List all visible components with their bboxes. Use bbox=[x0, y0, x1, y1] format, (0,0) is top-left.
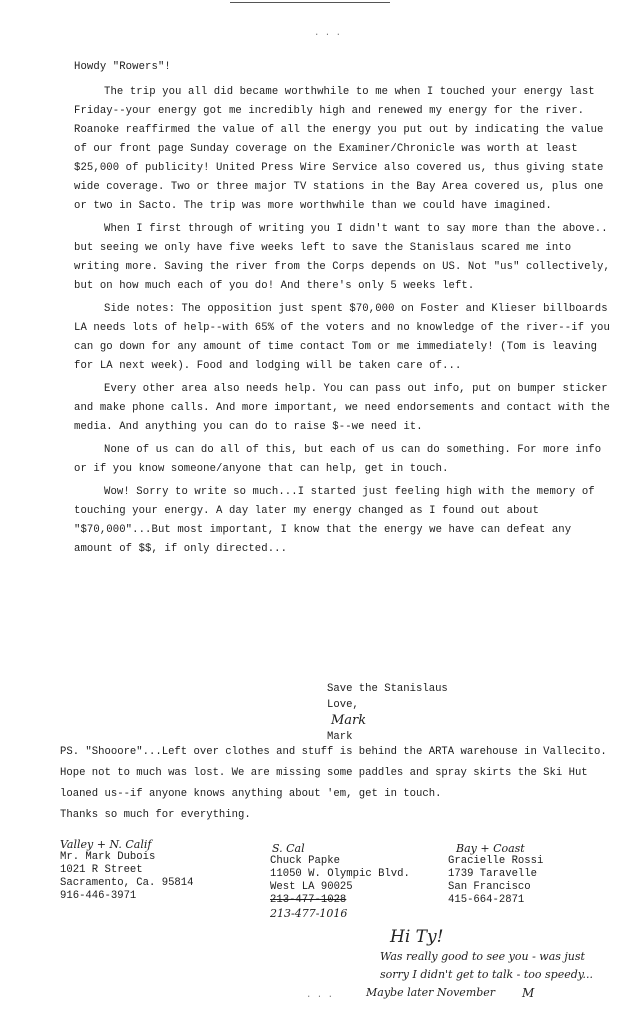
paragraph: Side notes: The opposition just spent $70,000 on Foster and Klieser billboards LA needs lots of help--with 65% of the voters and no knowledge of the river--if you can go down for any amount of time contact Tom or me immediately! (Tom is leaving for LA next week). Food and lodging will be taken care of... bbox=[74, 303, 610, 372]
note-line: Maybe later November bbox=[366, 986, 496, 999]
note-greeting: Hi Ty! bbox=[390, 927, 444, 947]
contact-block bbox=[270, 842, 440, 920]
contact-phone: 916-446-3971 bbox=[60, 890, 137, 902]
signature: Mark bbox=[331, 713, 367, 728]
signer-name: Mark bbox=[327, 731, 353, 743]
closing-line: Save the Stanislaus bbox=[327, 683, 448, 695]
ps-paragraph: PS. "Shooore"...Left over clothes and stuff is behind the ARTA warehouse in Vallecito. Hope not to much was lost. We are missing some paddles and spray skirts the Ski Hut loaned us--if anyone knows anything about 'em, get in touch. bbox=[60, 746, 607, 800]
contact-city: West LA 90025 bbox=[270, 881, 353, 893]
contact-region: Valley + N. Calif bbox=[60, 838, 152, 851]
contact-phone: 415-664-2871 bbox=[448, 894, 525, 906]
scan-speck: · · · bbox=[306, 992, 334, 1002]
note-line: Was really good to see you - was just bbox=[380, 950, 585, 963]
scan-speck: · · · bbox=[314, 30, 342, 40]
contact-phone-struck: 213-477-1028 bbox=[270, 894, 347, 906]
letter-body bbox=[74, 58, 614, 563]
paragraph: None of us can do all of this, but each of us can do something. For more info or if you know someone/anyone that can help, get in touch. bbox=[74, 444, 602, 475]
contact-city: San Francisco bbox=[448, 881, 531, 893]
paragraph: The trip you all did became worthwhile to me when I touched your energy last Friday--your energy got me incredibly high and renewed my energy for the river. Roanoke reaffirmed the value of all the energy you put out by indicating the value of our front page Sunday coverage on the Examiner/Chronicle was worth at least $25,000 of publicity! United Press Wire Service also covered us, thus giving state wide coverage. Two or three major TV stations in the Bay Area covered us, plus one or two in Sacto. The trip was more worthwhile than we could have imagined. bbox=[74, 86, 604, 212]
letter-closing bbox=[327, 681, 547, 745]
contact-street: 11050 W. Olympic Blvd. bbox=[270, 868, 410, 880]
contact-street: 1739 Taravelle bbox=[448, 868, 538, 880]
contact-street: 1021 R Street bbox=[60, 864, 143, 876]
contact-region: S. Cal bbox=[272, 842, 305, 855]
contact-block bbox=[448, 842, 618, 907]
contact-name: Mr. Mark Dubois bbox=[60, 851, 156, 863]
contact-block bbox=[60, 838, 240, 903]
paragraph: Wow! Sorry to write so much...I started just feeling high with the memory of touching your energy. A day later my energy changed as I found out about "$70,000"...But most important, I know that the energy we have can defeat any amount of $$, if only directed... bbox=[74, 486, 595, 555]
contact-region: Bay + Coast bbox=[456, 842, 525, 855]
greeting: Howdy "Rowers"! bbox=[74, 61, 171, 73]
note-line: sorry I didn't get to talk - too speedy... bbox=[380, 968, 593, 981]
top-rule bbox=[230, 2, 390, 3]
note-initials: M bbox=[522, 986, 535, 1000]
postscript bbox=[60, 742, 608, 826]
contact-name: Chuck Papke bbox=[270, 855, 340, 867]
closing-love: Love, bbox=[327, 699, 359, 711]
handwritten-note bbox=[366, 926, 618, 1002]
contact-phone: 213-477-1016 bbox=[270, 907, 348, 920]
paragraph: When I first through of writing you I didn't want to say more than the above.. but seeing we only have five weeks left to save the Stanislaus scared me into writing more. Saving the river from the Corps depends on US. Not "us" collectively, but on how much each of you do! And there's only 5 weeks left. bbox=[74, 223, 610, 292]
ps-thanks: Thanks so much for everything. bbox=[60, 809, 251, 821]
contact-city: Sacramento, Ca. 95814 bbox=[60, 877, 194, 889]
paragraph: Every other area also needs help. You can pass out info, put on bumper sticker and make phone calls. And more important, we need endorsements and contact with the media. And anything you can do to raise $--we need it. bbox=[74, 383, 610, 433]
contact-name: Gracielle Rossi bbox=[448, 855, 544, 867]
